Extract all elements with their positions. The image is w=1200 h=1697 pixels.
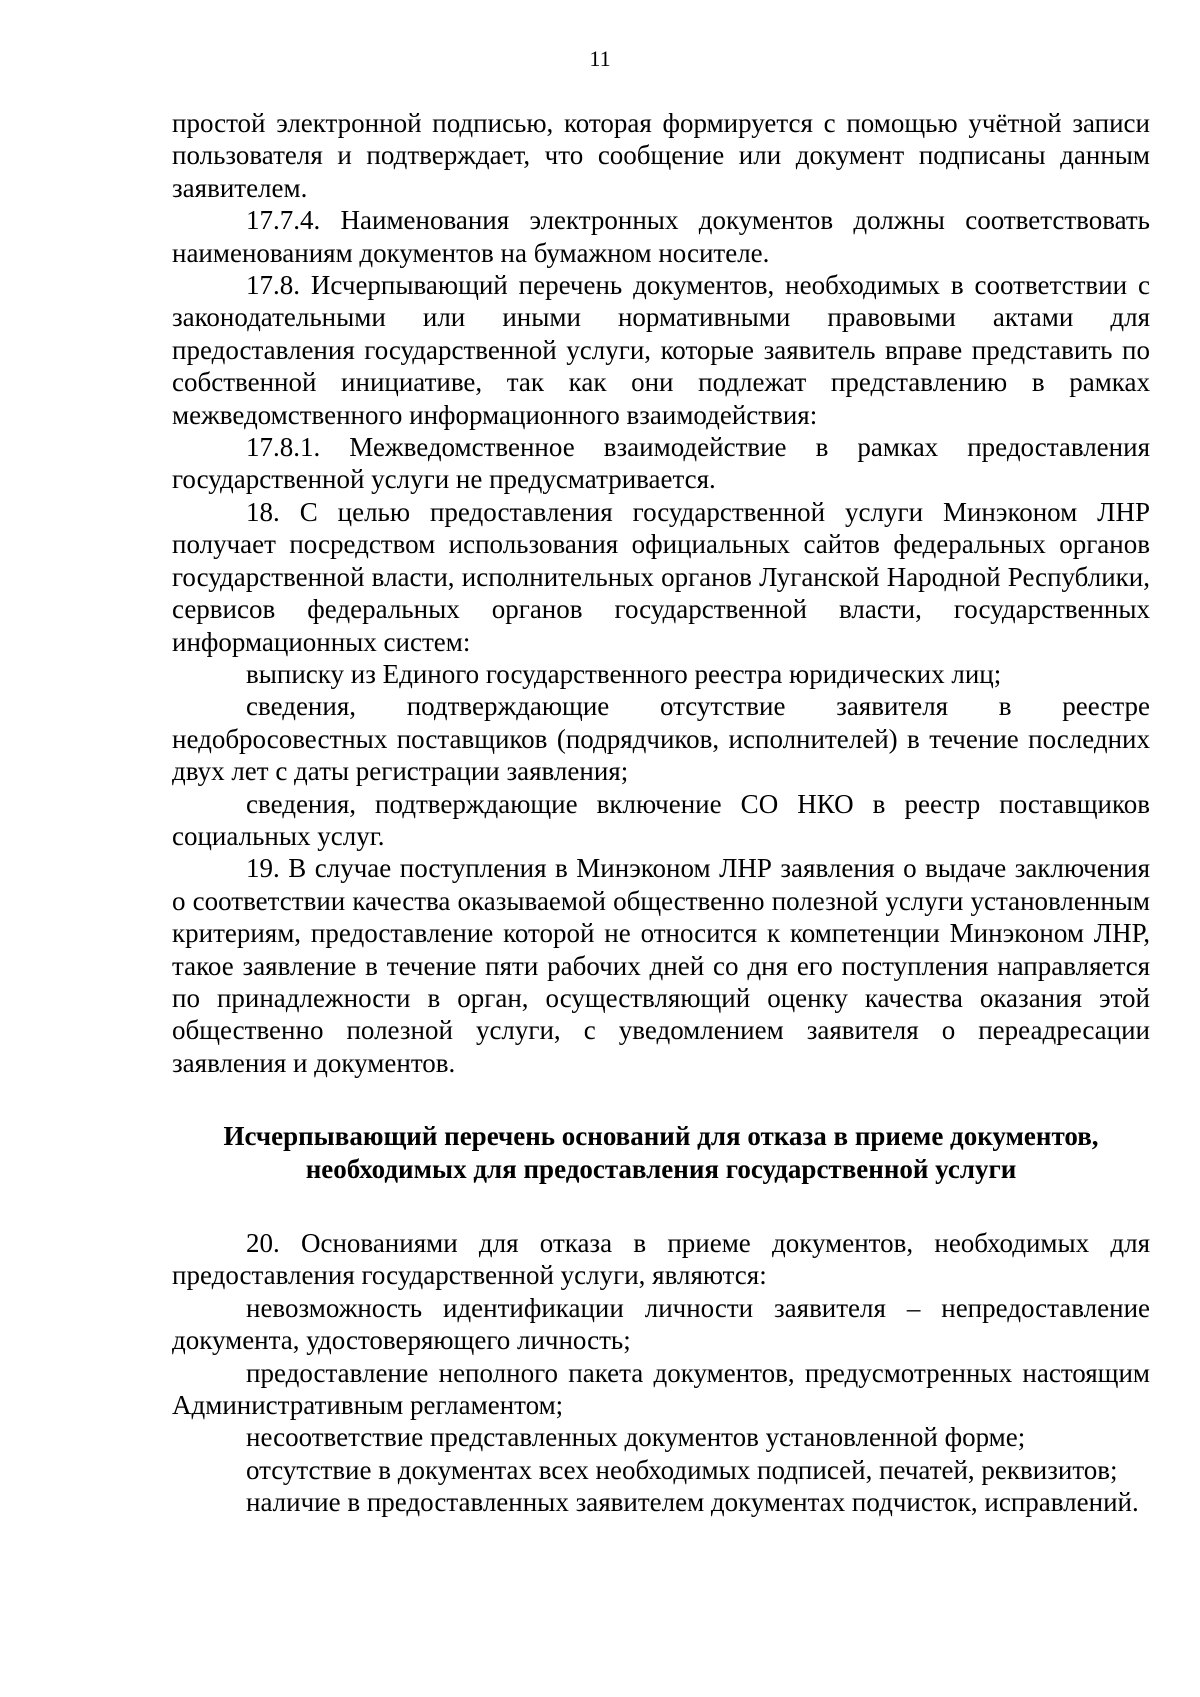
section-heading [172,1120,1150,1185]
section-after-heading [172,1227,1150,1519]
page-number: 11 [589,46,611,71]
paragraph: несоответствие представленных документов установленной форме; [246,1422,1026,1453]
paragraph: 17.8. Исчерпывающий перечень документов, необходимых в соответствии с законодательными или иными нормативными правовыми актами для предоставления государственной услуги, которые заявитель вправе представить по собственной инициативе, так как они подлежат представлению в рамках межведомственного информационного взаимодействия: [172,270,1150,430]
section-heading-line-2: необходимых для предоставления государственной услуги [305,1153,1017,1184]
paragraph: 19. В случае поступления в Минэконом ЛНР заявления о выдаче заключения о соответствии качества оказываемой общественно полезной услуги установленным критериям, предоставление которой не относится к компетенции Минэконом ЛНР, такое заявление в течение пяти рабочих дней со дня его поступления направляется по принадлежности в орган, осуществляющий оценку качества оказания этой общественно полезной услуги, с уведомлением заявителя о переадресации заявления и документов. [172,853,1150,1078]
paragraph: сведения, подтверждающие отсутствие заявителя в реестре недобросовестных поставщиков (подрядчиков, исполнителей) в течение последних двух лет с даты регистрации заявления; [172,691,1150,787]
paragraph: невозможность идентификации личности заявителя – непредоставление документа, удостоверяющего личность; [172,1292,1150,1356]
paragraph: наличие в предоставленных заявителем документах подчисток, исправлений. [246,1487,1139,1518]
document-body [172,107,1150,1519]
paragraph: сведения, подтверждающие включение СО НКО в реестр поставщиков социальных услуг. [172,788,1150,851]
paragraph: предоставление неполного пакета документов, предусмотренных настоящим Административным регламентом; [172,1357,1150,1421]
paragraph: 17.7.4. Наименования электронных документов должны соответствовать наименованиям документов на бумажном носителе. [172,205,1150,268]
section-before-heading [172,107,1150,1079]
paragraph: 17.8.1. Межведомственное взаимодействие в рамках предоставления государственной услуги не предусматривается. [172,432,1150,495]
paragraph: отсутствие в документах всех необходимых подписей, печатей, реквизитов; [246,1454,1118,1485]
paragraph: 20. Основаниями для отказа в приеме документов, необходимых для предоставления государственной услуги, являются: [172,1228,1150,1291]
paragraph: 18. С целью предоставления государственной услуги Минэконом ЛНР получает посредством использования официальных сайтов федеральных органов государственной власти, исполнительных органов Луганской Народной Республики, сервисов федеральных органов государственной власти, государственных информационных систем: [172,496,1150,657]
paragraph: простой электронной подписью, которая формируется с помощью учётной записи пользователя и подтверждает, что сообщение или документ подписаны данным заявителем. [172,108,1150,203]
paragraph: выписку из Единого государственного реестра юридических лиц; [246,658,1002,689]
section-heading-line-1: Исчерпывающий перечень оснований для отказа в приеме документов, [223,1121,1099,1152]
